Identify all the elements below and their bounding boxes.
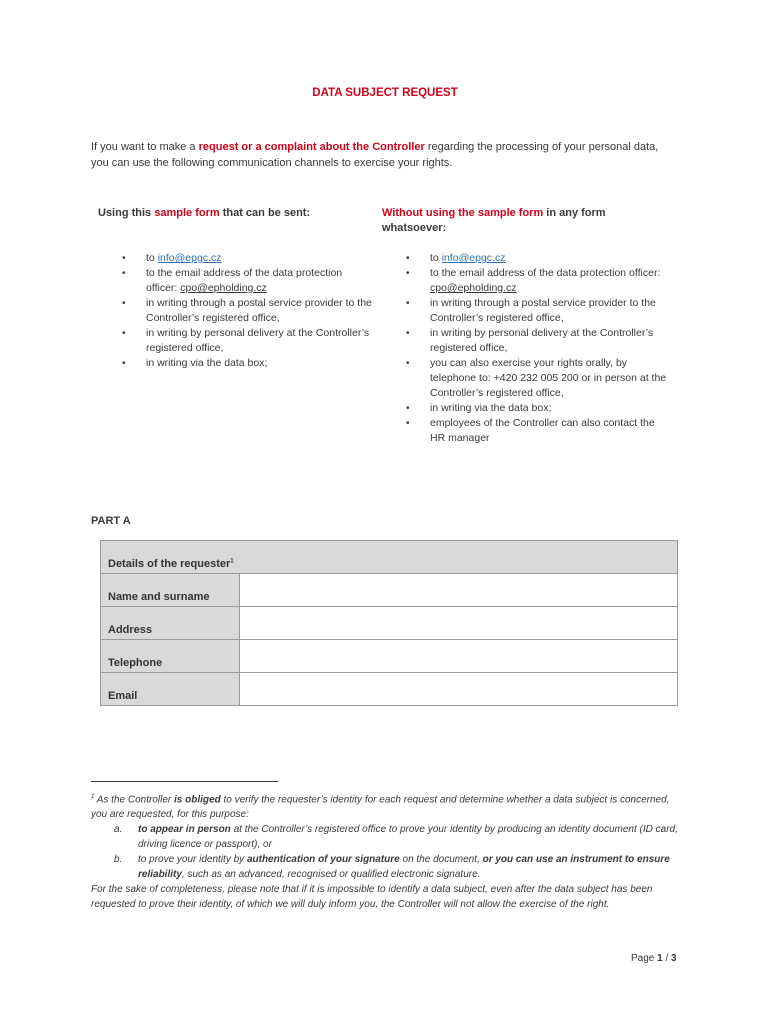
- field-input-telephone[interactable]: [240, 640, 678, 673]
- footnote-number: 1: [91, 794, 95, 800]
- item-text: to: [146, 252, 158, 264]
- intro-text: If you want to make a: [91, 141, 199, 153]
- document-title: DATA SUBJECT REQUEST: [312, 87, 458, 99]
- field-input-email[interactable]: [240, 673, 678, 706]
- list-item: • in writing via the data box;: [122, 356, 372, 371]
- fn-text: to prove your identity by: [138, 854, 247, 866]
- email-link-dpo[interactable]: cpo@epholding.cz: [430, 282, 517, 294]
- fn-text: to verify the requester’s identity for each request and determine whether a data subject is concerned, you are requested, for this purpose:: [91, 794, 670, 821]
- left-channel-list: [122, 251, 372, 371]
- footnote-closing: For the sake of completeness, please note that if it is impossible to identify a data subject, even after the data subject has been requested to prove their identity, of which we will duly inform you, the Controller will not allow the exercise of the right.: [91, 884, 653, 911]
- intro-highlight: request or a complaint about the Controller: [198, 141, 425, 153]
- list-item: [122, 251, 372, 266]
- list-item: • you can also exercise your rights orally, by telephone to: +420 232 005 200 or in person at the Controller’s registered office,: [406, 356, 672, 401]
- list-item: • employees of the Controller can also contact the HR manager: [406, 416, 672, 446]
- heading-text-end: in any form whatsoever:: [382, 207, 606, 234]
- email-link-info[interactable]: info@epgc.cz: [157, 252, 222, 264]
- fn-bold: is obliged: [174, 794, 221, 806]
- list-item: • in writing via the data box;: [406, 401, 672, 416]
- right-column-heading: [382, 206, 642, 236]
- option-marker: a.: [114, 824, 123, 836]
- right-channel-list: [406, 251, 672, 446]
- field-label-name: Name and surname: [101, 574, 240, 607]
- table-row: [101, 574, 678, 607]
- requester-details-table: [100, 540, 678, 706]
- item-text: to the email address of the data protection officer:: [430, 267, 661, 279]
- option-marker: b.: [114, 854, 123, 866]
- table-row: [101, 607, 678, 640]
- heading-highlight: sample form: [477, 207, 544, 219]
- table-header-cell: [101, 541, 678, 574]
- page-sep: /: [662, 953, 672, 964]
- email-link-info[interactable]: info@epgc.cz: [441, 252, 506, 264]
- fn-text: on the document,: [399, 854, 483, 866]
- heading-highlight: sample form: [154, 207, 220, 219]
- fn-text: at the Controller’s registered office to prove your identity by producing an identity document (ID card, driving licence or passport), or: [138, 824, 678, 851]
- fn-bold: to appear in person: [138, 824, 231, 836]
- footnote-ref: 1: [230, 558, 234, 565]
- footnote-option-b: [91, 852, 681, 882]
- page-total: 3: [671, 953, 677, 964]
- fn-text: As the Controller: [94, 794, 175, 806]
- heading-text: Using this: [98, 207, 155, 219]
- field-input-name[interactable]: [240, 574, 678, 607]
- field-label-email: Email: [101, 673, 240, 706]
- item-text: to: [430, 252, 442, 264]
- fn-bold: or you can use an instrument to ensure reliability: [138, 854, 670, 881]
- left-column-heading: [98, 206, 358, 221]
- list-item: [122, 266, 372, 296]
- field-label-address: Address: [101, 607, 240, 640]
- list-item: • in writing through a postal service provider to the Controller’s registered office,: [406, 296, 672, 326]
- list-item: • in writing by personal delivery at the Controller’s registered office,: [406, 326, 672, 356]
- field-input-address[interactable]: [240, 607, 678, 640]
- table-header-label: Details of the requester: [108, 558, 231, 570]
- page-number: [631, 953, 677, 964]
- fn-text: , such as an advanced, recognised or qualified electronic signature.: [181, 869, 481, 881]
- item-text: to the email address of the data protection officer:: [146, 267, 343, 294]
- footnote-separator: [91, 781, 278, 782]
- email-link-dpo[interactable]: cpo@epholding.cz: [180, 282, 267, 294]
- heading-text: Without using the: [382, 207, 478, 219]
- list-item: [406, 251, 672, 266]
- footnote-option-a: [91, 822, 681, 852]
- table-header-row: [101, 541, 678, 574]
- table-row: [101, 640, 678, 673]
- fn-bold: authentication of your signature: [246, 854, 400, 866]
- list-item: [406, 266, 672, 296]
- footnote: [91, 790, 681, 912]
- table-row: [101, 673, 678, 706]
- heading-text-end: that can be sent:: [219, 207, 311, 219]
- page-label: Page: [631, 953, 658, 964]
- field-label-telephone: Telephone: [101, 640, 240, 673]
- part-a-heading: PART A: [91, 515, 131, 527]
- list-item: • in writing through a postal service provider to the Controller’s registered office,: [122, 296, 372, 326]
- intro-paragraph: [91, 139, 671, 171]
- footnote-intro: [91, 790, 681, 822]
- intro-text-end: regarding the processing of your personal data, you can use the following communication channels to exercise your rights.: [91, 141, 659, 169]
- list-item: • in writing by personal delivery at the Controller’s registered office,: [122, 326, 372, 356]
- page-current: 1: [657, 953, 663, 964]
